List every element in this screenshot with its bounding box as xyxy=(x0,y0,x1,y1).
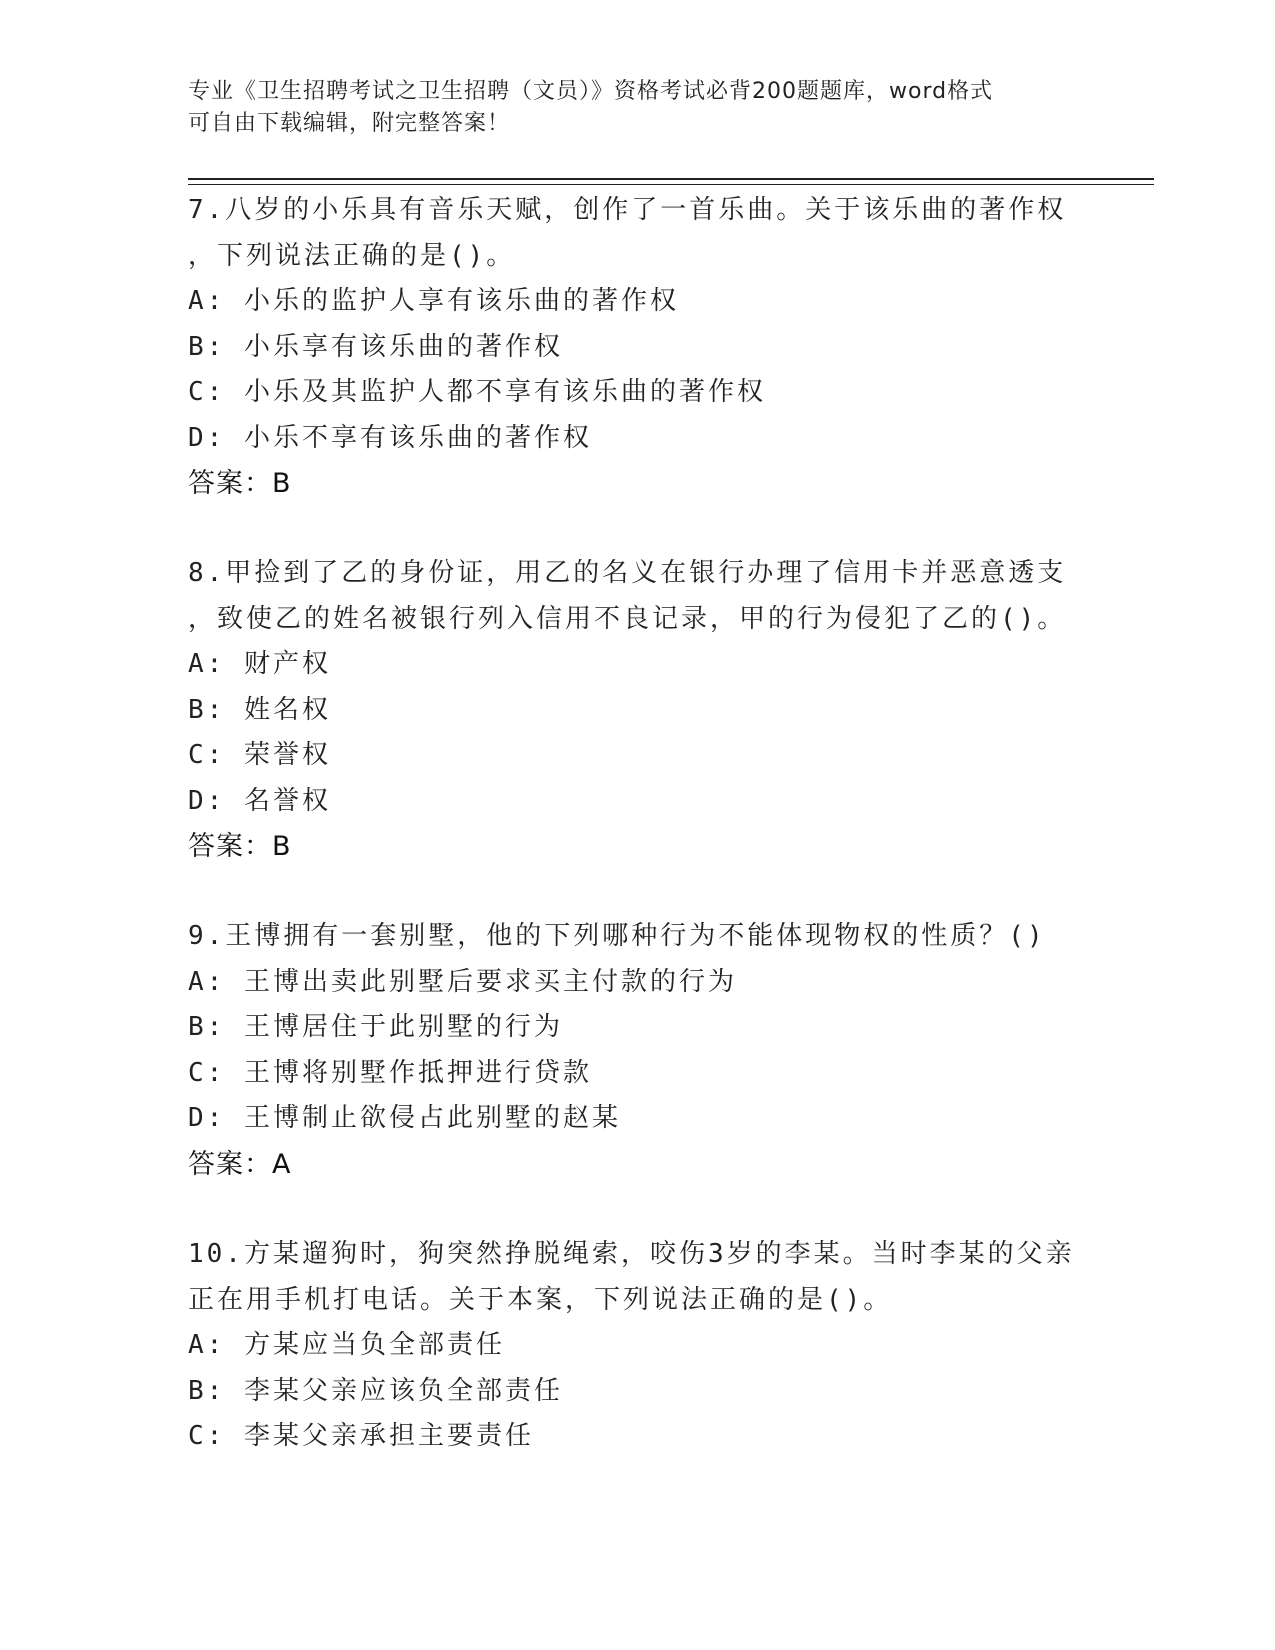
document-header xyxy=(188,76,1068,140)
option-c: C: 小乐及其监护人都不享有该乐曲的著作权 xyxy=(188,377,766,407)
option-c: C: 王博将别墅作抵押进行贷款 xyxy=(188,1057,592,1088)
question-stem: 7.八岁的小乐具有音乐天赋，创作了一首乐曲。关于该乐曲的著作权 xyxy=(188,195,1067,225)
option-b: B: 小乐享有该乐曲的著作权 xyxy=(188,331,563,362)
question-10 xyxy=(188,1232,1088,1460)
question-stem: 9.王博拥有一套别墅，他的下列哪种行为不能体现物权的性质？() xyxy=(188,921,1046,951)
answer-line: 答案：A xyxy=(188,1148,292,1180)
option-b: B: 李某父亲应该负全部责任 xyxy=(188,1375,563,1406)
option-c: C: 荣誉权 xyxy=(188,740,331,770)
answer-line: 答案：B xyxy=(188,831,292,862)
option-a: A: 方某应当负全部责任 xyxy=(188,1330,505,1360)
option-a: A: 财产权 xyxy=(188,649,331,679)
question-8 xyxy=(188,551,1088,870)
header-line-1: 专业《卫生招聘考试之卫生招聘（文员）》资格考试必背200题题库，word格式 xyxy=(188,79,994,104)
option-d: D: 小乐不享有该乐曲的著作权 xyxy=(188,422,592,453)
header-divider-thin xyxy=(188,184,1154,185)
question-7 xyxy=(188,188,1088,507)
option-b: B: 姓名权 xyxy=(188,694,331,725)
option-d: D: 名誉权 xyxy=(188,785,331,816)
option-c: C: 李某父亲承担主要责任 xyxy=(188,1421,534,1451)
header-divider-thick xyxy=(188,178,1154,180)
option-b: B: 王博居住于此别墅的行为 xyxy=(188,1012,563,1042)
question-stem: 10.方某遛狗时，狗突然挣脱绳索，咬伤3岁的李某。当时李某的父亲 xyxy=(188,1239,1075,1269)
option-a: A: 王博出卖此别墅后要求买主付款的行为 xyxy=(188,966,737,997)
question-9 xyxy=(188,914,1088,1187)
header-line-2: 可自由下载编辑，附完整答案！ xyxy=(188,111,511,136)
question-stem: 正在用手机打电话。关于本案，下列说法正确的是()。 xyxy=(188,1284,893,1315)
answer-line: 答案：B xyxy=(188,468,292,499)
question-stem: ，下列说法正确的是()。 xyxy=(188,240,516,271)
option-a: A: 小乐的监护人享有该乐曲的著作权 xyxy=(188,286,679,316)
option-d: D: 王博制止欲侵占此别墅的赵某 xyxy=(188,1103,621,1133)
question-stem: ，致使乙的姓名被银行列入信用不良记录，甲的行为侵犯了乙的()。 xyxy=(188,603,1067,634)
question-stem: 8.甲捡到了乙的身份证，用乙的名义在银行办理了信用卡并恶意透支 xyxy=(188,558,1067,588)
